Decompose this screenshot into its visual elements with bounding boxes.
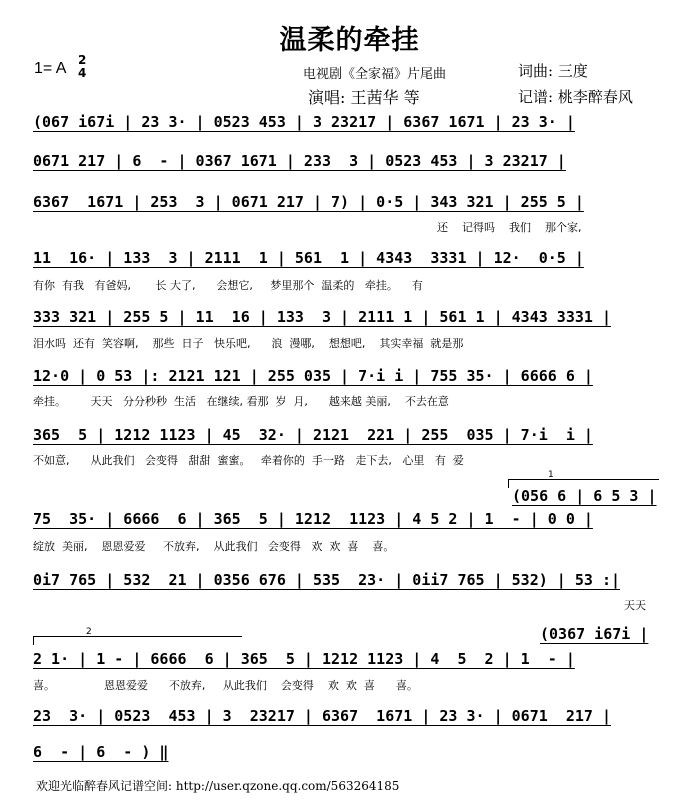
time-signature — [78, 54, 86, 80]
lyrics: 还 记得吗 我们 那个家, — [437, 221, 582, 234]
score-line-10 — [0, 650, 699, 670]
notes: 2 1· | 1 - | 6666 6 | 365 5 | 1212 1123 | 4 5 2 | 1 - | — [33, 650, 575, 668]
volta-2-number: 2 — [86, 627, 92, 637]
lyricist: 词曲: 三度 — [518, 62, 588, 80]
transcriber: 记谱: 桃李醉春风 — [518, 88, 633, 106]
time-signature-bottom: 4 — [78, 66, 87, 80]
notes: 0i7 765 | 532 21 | 0356 676 | 535 23· | 0ii7 765 | 532) | 53 :| — [33, 571, 620, 589]
lyric-line-3 — [0, 219, 699, 235]
notes: 23 3· | 0523 453 | 3 23217 | 6367 1671 | 23 3· | 0671 217 | — [33, 707, 611, 725]
notes: 333 321 | 255 5 | 11 16 | 133 3 | 2111 1 | 561 1 | 4343 3331 | — [33, 308, 611, 326]
notes: (0367 i67i | — [540, 625, 649, 643]
score-line-5 — [0, 308, 699, 328]
lyric-line-6 — [0, 393, 699, 409]
lyric-line-10 — [0, 677, 699, 693]
lyrics: 不如意, 从此我们 会变得 甜甜 蜜蜜。 牵着你的 手一路 走下去, 心里 有 爱 — [33, 454, 464, 467]
lyric-line-8 — [0, 538, 699, 554]
score-line-9 — [0, 571, 699, 591]
subtitle: 电视剧《全家福》片尾曲 — [303, 67, 447, 82]
score-line-11 — [0, 707, 699, 727]
lyrics: 喜。 恩恩爱爱 不放弃, 从此我们 会变得 欢 欢 喜 喜。 — [33, 679, 418, 692]
notes: 0671 217 | 6 - | 0367 1671 | 233 3 | 0523 453 | 3 23217 | — [33, 152, 566, 170]
notes: 12·0 | 0 53 |: 2121 121 | 255 035 | 7·i i | 755 35· | 6666 6 | — [33, 367, 593, 385]
time-signature-top: 2 — [78, 53, 87, 67]
notes: (067 i67i | 23 3· | 0523 453 | 3 23217 | 6367 1671 | 23 3· | — [33, 113, 575, 131]
score-line-1 — [0, 113, 699, 133]
score-line-2 — [0, 152, 699, 172]
key-signature: 1= A — [34, 60, 67, 77]
notes: 365 5 | 1212 1123 | 45 32· | 2121 221 | 255 035 | 7·i i | — [33, 426, 593, 444]
score-line-6 — [0, 367, 699, 387]
lyrics: 绽放 美丽, 恩恩爱爱 不放弃, 从此我们 会变得 欢 欢 喜 喜。 — [33, 540, 395, 553]
notes: 11 16· | 133 3 | 2111 1 | 561 1 | 4343 3331 | 12· 0·5 | — [33, 249, 584, 267]
notes: 6 - | 6 - ) ‖ — [33, 743, 169, 761]
lyric-line-4 — [0, 277, 699, 293]
lyrics: 牵挂。 天天 分分秒秒 生活 在继续, 看那 岁 月, 越来越 美丽, 不去在意 — [33, 395, 449, 408]
lyrics: 泪水吗 还有 笑容啊, 那些 日子 快乐吧, 浪 漫哪, 想想吧, 其实幸福 就是那 — [33, 337, 464, 350]
notes: 6367 1671 | 253 3 | 0671 217 | 7) | 0·5 | 343 321 | 255 5 | — [33, 193, 584, 211]
score-line-3 — [0, 193, 699, 213]
footer-credit: 欢迎光临醉春风记谱空间: http://user.qzone.qq.com/563264185 — [36, 779, 400, 793]
score-line-pickup — [0, 487, 699, 507]
lyrics: 有你 有我 有爸妈, 长 大了, 会想它, 梦里那个 温柔的 牵挂。 有 — [33, 279, 423, 292]
score-line-pickup-2 — [0, 625, 699, 645]
singer: 演唱: 王茜华 等 — [308, 88, 420, 107]
lyric-line-7 — [0, 452, 699, 468]
lyric-line-9 — [0, 597, 699, 613]
score-line-12 — [0, 743, 699, 763]
song-title: 温柔的牵挂 — [279, 25, 420, 56]
lyrics: 天天 — [624, 599, 646, 612]
score-line-4 — [0, 249, 699, 269]
lyric-line-5 — [0, 335, 699, 351]
notes: (056 6 | 6 5 3 | — [512, 487, 657, 505]
score-line-8 — [0, 510, 699, 530]
score-line-7 — [0, 426, 699, 446]
notes: 75 35· | 6666 6 | 365 5 | 1212 1123 | 4 5 2 | 1 - | 0 0 | — [33, 510, 593, 528]
volta-1-number: 1 — [548, 470, 554, 480]
